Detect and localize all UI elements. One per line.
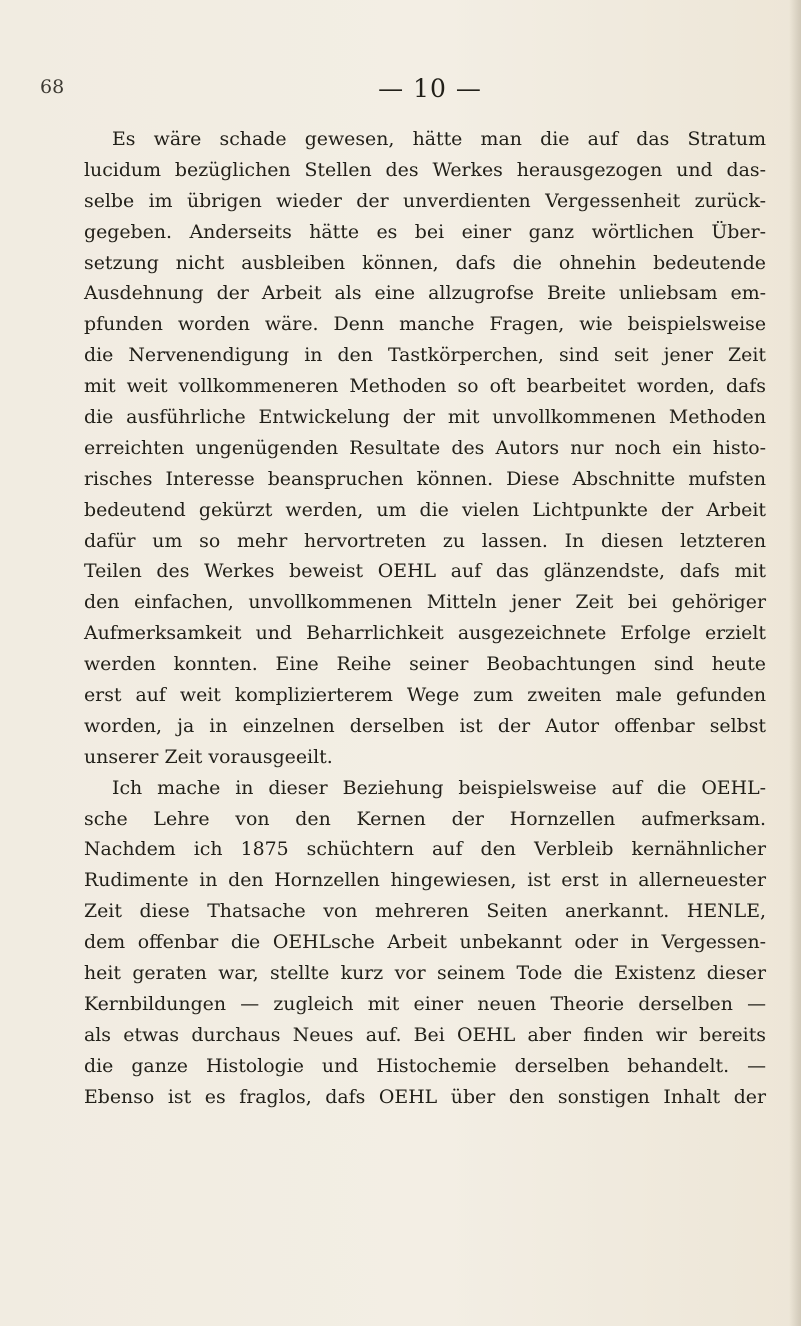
text-line: den einfachen, unvollkommenen Mitteln jener Zeit bei gehöriger xyxy=(84,591,766,614)
text-line: risches Interesse beanspruchen können. Diese Abschnitte mufsten xyxy=(84,467,766,490)
text-line: heit geraten war, stellte kurz vor seinem Tode die Existenz dieser xyxy=(84,962,766,985)
text-line: worden, ja in einzelnen derselben ist der Autor offenbar selbst xyxy=(84,714,766,737)
text-line: Kernbildungen — zugleich mit einer neuen Theorie derselben — xyxy=(84,992,766,1015)
text-line: Rudimente in den Hornzellen hingewiesen, ist erst in allerneuester xyxy=(84,869,766,892)
text-line: selbe im übrigen wieder der unverdienten Vergessenheit zurück- xyxy=(84,189,766,212)
text-line: werden konnten. Eine Reihe seiner Beobachtungen sind heute xyxy=(84,653,766,676)
text-line: Zeit diese Thatsache von mehreren Seiten anerkannt. HENLE, xyxy=(84,900,766,923)
text-line: die ganze Histologie und Histochemie derselben behandelt. — xyxy=(84,1054,766,1077)
text-line: Ebenso ist es fraglos, dafs OEHL über den sonstigen Inhalt der xyxy=(84,1085,766,1108)
page-edge-shadow xyxy=(789,0,801,1326)
text-line: erreichten ungenügenden Resultate des Autors nur noch ein histo- xyxy=(84,436,766,459)
text-line: unserer Zeit vorausgeeilt. xyxy=(84,745,333,768)
text-line: dem offenbar die OEHLsche Arbeit unbekannt oder in Vergessen- xyxy=(84,931,766,954)
text-line: als etwas durchaus Neues auf. Bei OEHL aber finden wir bereits xyxy=(84,1023,766,1046)
text-line: gegeben. Anderseits hätte es bei einer ganz wörtlichen Über- xyxy=(84,220,766,243)
text-line: Aufmerksamkeit und Beharrlichkeit ausgezeichnete Erfolge erzielt xyxy=(84,622,766,645)
body-text xyxy=(84,124,766,1113)
page-number: — 10 — xyxy=(378,74,482,103)
text-line: setzung nicht ausbleiben können, dafs die ohnehin bedeutende xyxy=(84,251,766,274)
text-line: lucidum bezüglichen Stellen des Werkes herausgezogen und das- xyxy=(84,158,766,181)
text-line: die Nervenendigung in den Tastkörperchen, sind seit jener Zeit xyxy=(84,344,766,367)
text-line: die ausführliche Entwickelung der mit unvollkommenen Methoden xyxy=(84,406,766,429)
text-line: erst auf weit komplizierterem Wege zum zweiten male gefunden xyxy=(84,684,766,707)
text-line: Es wäre schade gewesen, hätte man die auf das Stratum xyxy=(112,128,766,150)
text-line: Ich mache in dieser Beziehung beispielsweise auf die OEHL- xyxy=(112,776,766,799)
text-line: Teilen des Werkes beweist OEHL auf das glänzendste, dafs mit xyxy=(84,560,766,583)
text-line: sche Lehre von den Kernen der Hornzellen aufmerksam. xyxy=(84,807,766,830)
text-line: Nachdem ich 1875 schüchtern auf den Verbleib kernähnlicher xyxy=(84,838,766,861)
text-line: Ausdehnung der Arbeit als eine allzugrofse Breite unliebsam em- xyxy=(84,282,766,305)
text-line: pfunden worden wäre. Denn manche Fragen, wie beispielsweise xyxy=(84,313,766,336)
text-line: dafür um so mehr hervortreten zu lassen. In diesen letzteren xyxy=(84,529,766,552)
text-line: bedeutend gekürzt werden, um die vielen Lichtpunkte der Arbeit xyxy=(84,498,766,521)
folio-number: 68 xyxy=(40,76,65,98)
page-header xyxy=(0,72,801,112)
text-line: mit weit vollkommeneren Methoden so oft bearbeitet worden, dafs xyxy=(84,375,766,398)
